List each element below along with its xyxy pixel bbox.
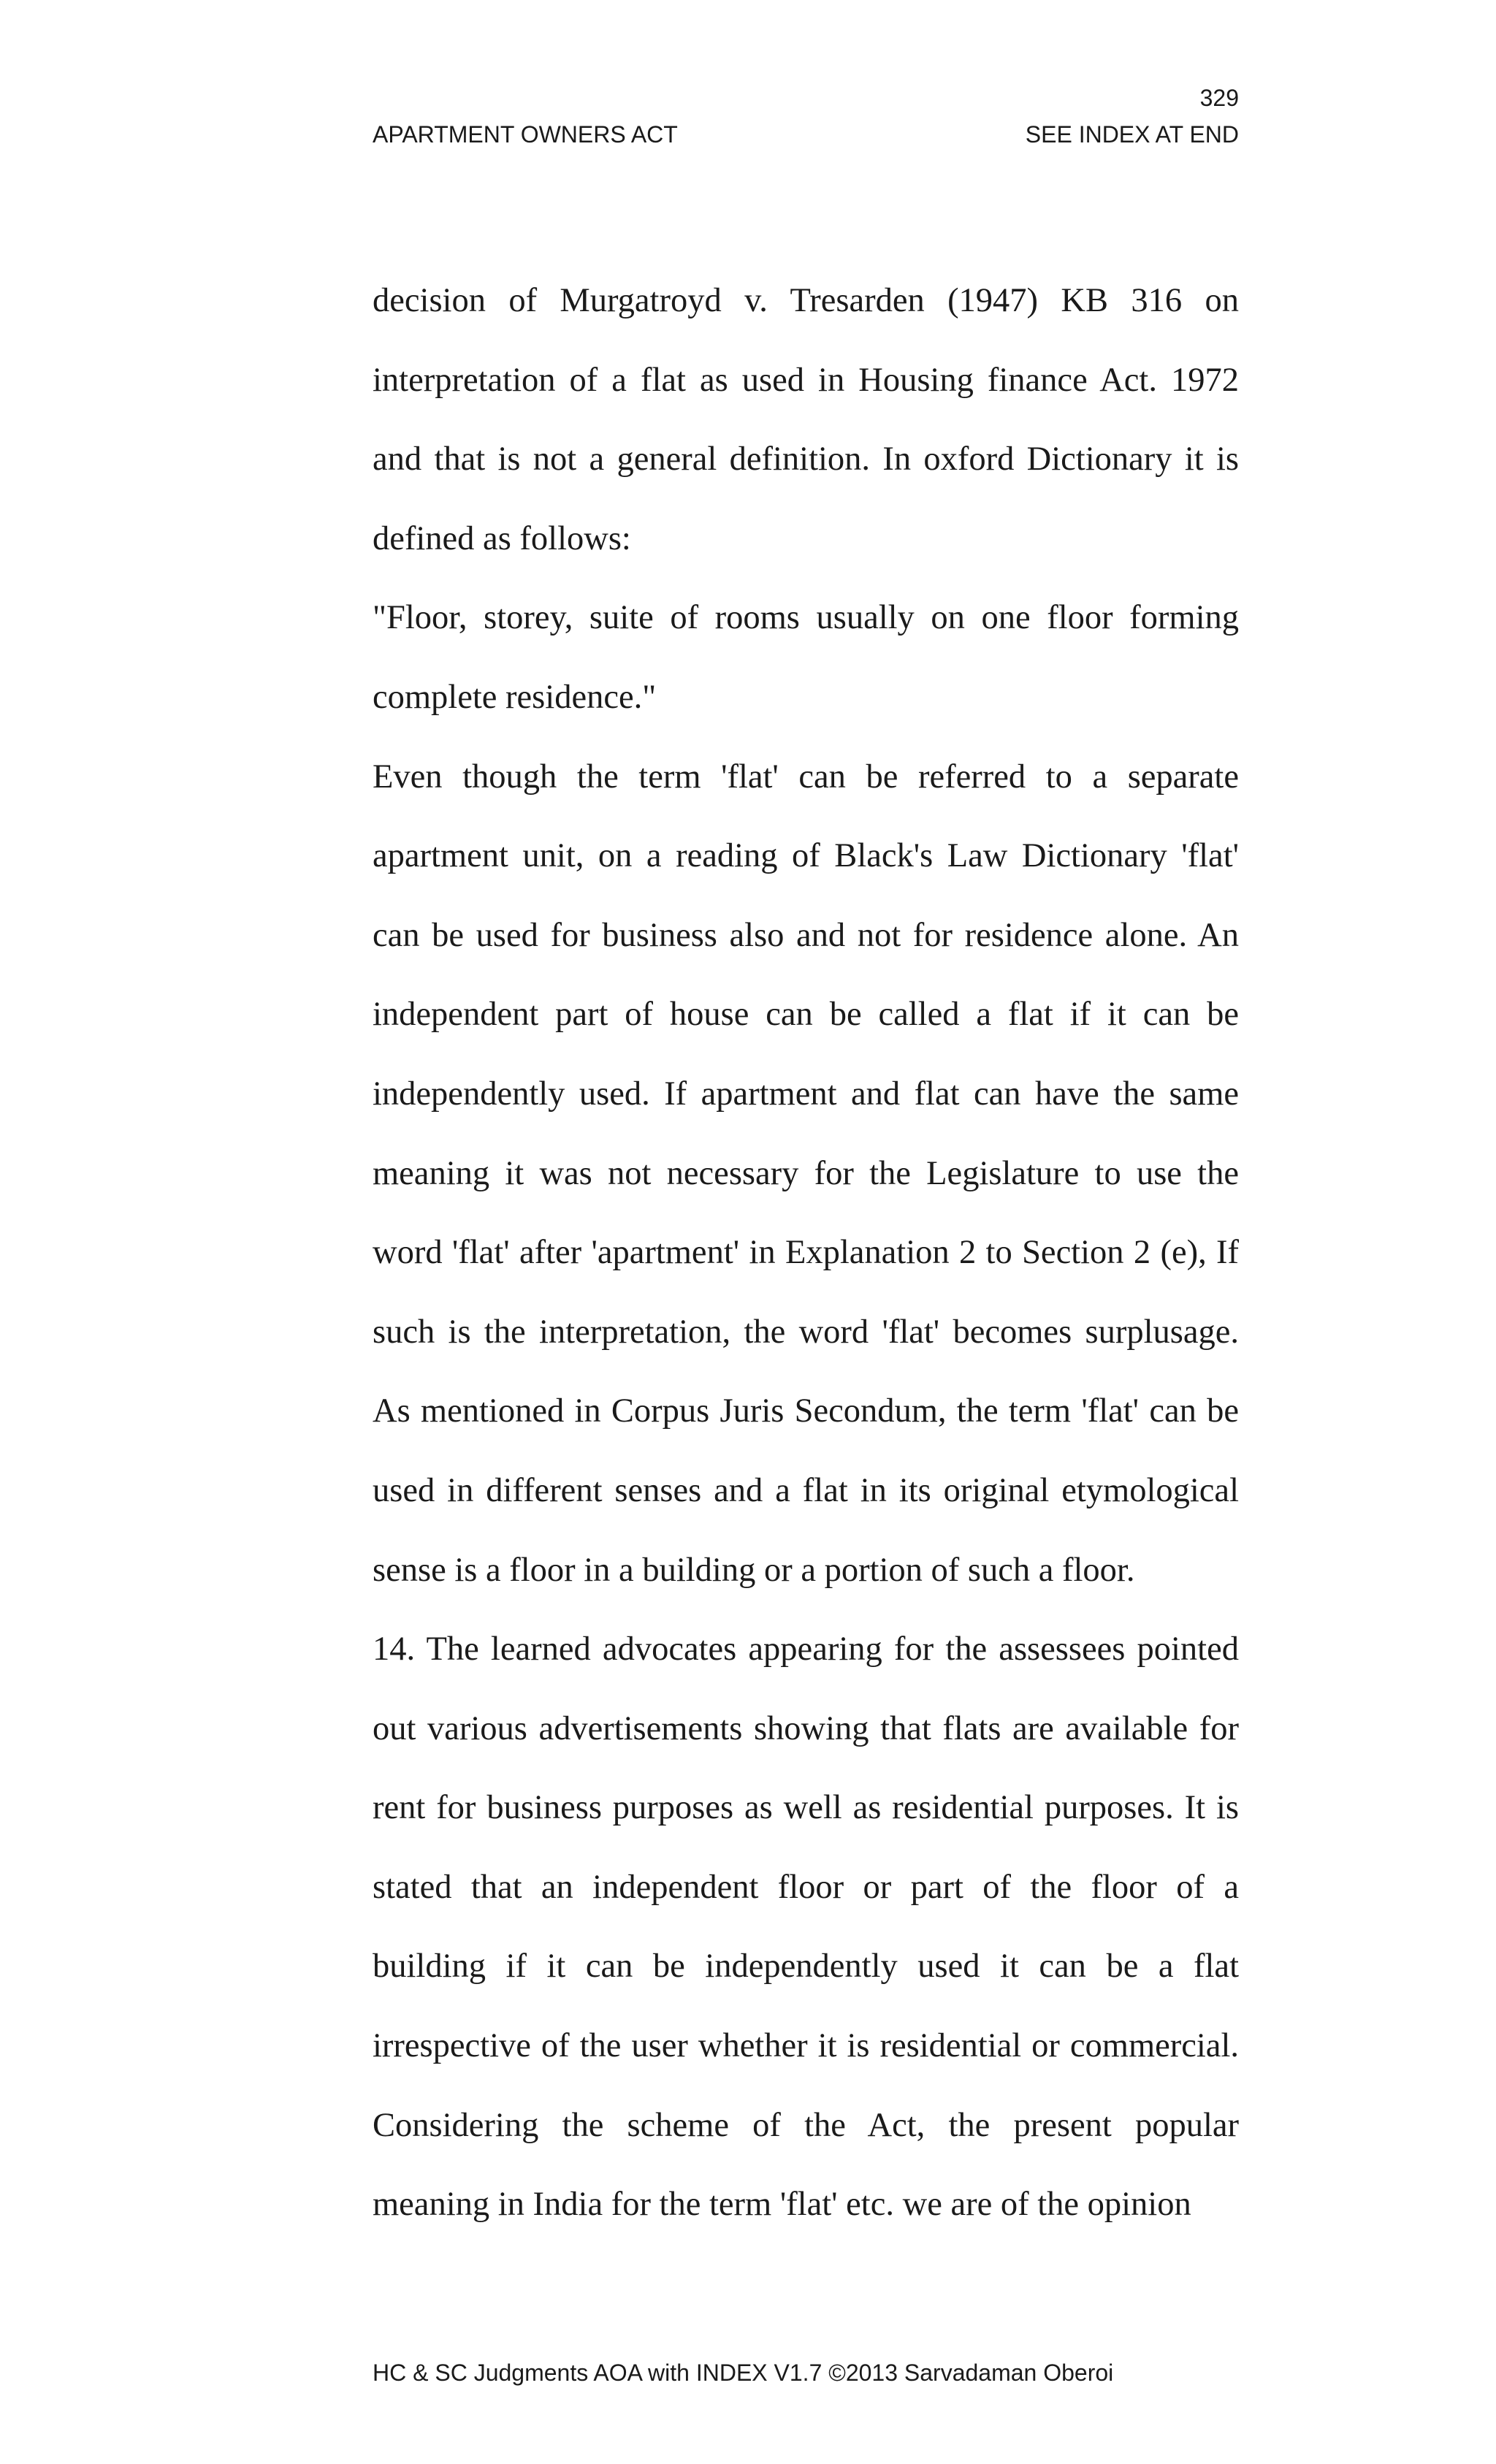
header-title: APARTMENT OWNERS ACT (373, 121, 678, 148)
paragraph: decision of Murgatroyd v. Tresarden (1947) KB 316 on interpretation of a flat as used in Housing finance Act. 1972 and that is not a general definition. In oxford Dictionary it is defined as follows: (373, 282, 1239, 557)
paragraph: Even though the term 'flat' can be referred to a separate apartment unit, on a reading of Black's Law Dictionary 'flat' can be used for business also and not for residence alone. An independent part of house can be called a flat if it can be independently used. If apartment and flat can have the same meaning it was not necessary for the Legislature to use the word 'flat' after 'apartment' in Explanation 2 to Section 2 (e), If such is the interpretation, the word 'flat' becomes surplusage. As mentioned in Corpus Juris Secondum, the term 'flat' can be used in different senses and a flat in its original etymological sense is a floor in a building or a portion of such a floor. (373, 758, 1239, 1589)
footer: HC & SC Judgments AOA with INDEX V1.7 ©2013 Sarvadaman Oberoi (373, 2360, 1114, 2386)
paragraph-quote: "Floor, storey, suite of rooms usually on one floor forming complete residence." (373, 599, 1239, 716)
body-text (373, 262, 1239, 2245)
header-index-note: SEE INDEX AT END (1025, 121, 1239, 148)
page-number: 329 (1199, 85, 1239, 111)
paragraph-numbered: 14. The learned advocates appearing for the assessees pointed out various advertisements showing that flats are available for rent for business purposes as well as residential purposes. It is stated that an independent floor or part of the floor of a building if it can be independently used it can be a flat irrespective of the user whether it is residential or commercial. Considering the scheme of the Act, the present popular meaning in India for the term 'flat' etc. we are of the opinion (373, 1630, 1239, 2224)
running-header (373, 123, 1239, 146)
